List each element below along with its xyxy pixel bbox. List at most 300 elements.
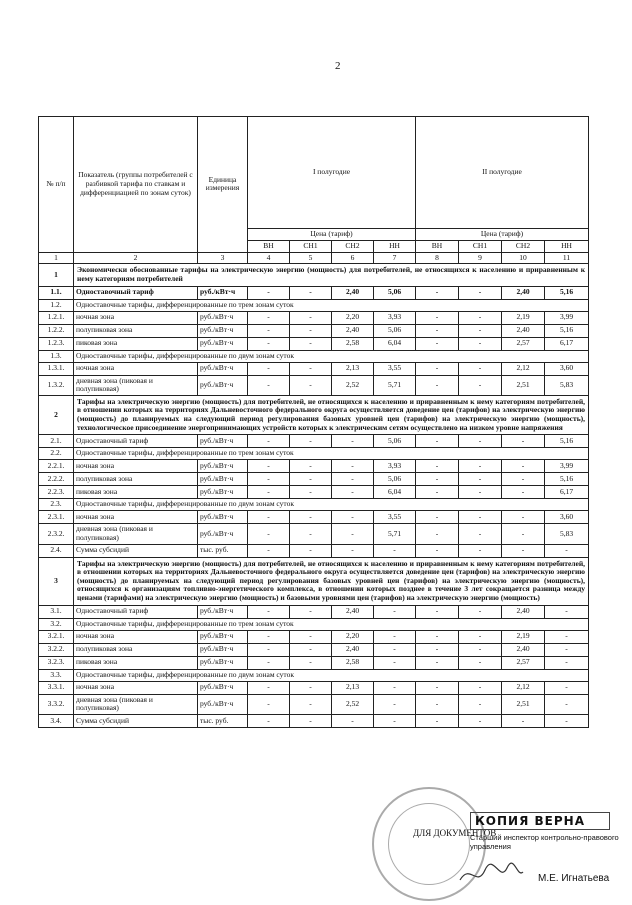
table-row [39,375,589,395]
row-value: 5,06 [374,324,416,337]
table-row [39,524,589,544]
row-value: - [416,337,459,350]
row-name: Одноставочный тариф [74,435,198,448]
row-value: - [459,362,502,375]
table-row [39,694,589,714]
row-value: 2,40 [502,286,545,299]
row-value: - [459,324,502,337]
row-number: 1.3. [39,350,74,362]
row-unit: руб./кВт·ч [198,524,248,544]
subsection-row [39,448,589,460]
row-value: - [332,714,374,727]
row-value: 2,51 [502,694,545,714]
row-value: - [459,311,502,324]
row-value: 2,13 [332,362,374,375]
row-value: - [374,694,416,714]
row-name: Одноставочный тариф [74,286,198,299]
row-value: - [459,605,502,618]
header-colnum: 5 [290,252,332,264]
row-value: - [248,435,290,448]
subsection-title: Одноставочные тарифы, дифференцированные по двум зонам суток [74,669,589,681]
row-number: 1.2.2. [39,324,74,337]
header-colnum: 7 [374,252,416,264]
row-value: - [248,460,290,473]
row-value: 2,40 [332,643,374,656]
row-unit: руб./кВт·ч [198,694,248,714]
row-number: 1.1. [39,286,74,299]
row-value: 2,58 [332,337,374,350]
page-number: 2 [335,60,341,72]
row-value: - [459,714,502,727]
table-row [39,605,589,618]
header-level: НН [545,240,589,252]
subsection-title: Одноставочные тарифы, дифференцированные по трем зонам суток [74,299,589,311]
row-unit: руб./кВт·ч [198,362,248,375]
header-colnum: 8 [416,252,459,264]
subsection-row [39,618,589,630]
row-number: 1.3.1. [39,362,74,375]
row-number: 2.2. [39,448,74,460]
row-value: - [248,511,290,524]
row-value: - [290,511,332,524]
subsection-title: Одноставочные тарифы, дифференцированные по двум зонам суток [74,350,589,362]
row-value: - [248,681,290,694]
row-value: - [416,605,459,618]
row-number: 3.3.2. [39,694,74,714]
row-number: 3.2.2. [39,643,74,656]
row-value: 2,52 [332,694,374,714]
row-unit: руб./кВт·ч [198,656,248,669]
table-row [39,286,589,299]
row-number: 1 [39,264,74,286]
signature-icon [455,858,525,888]
row-value: - [416,524,459,544]
row-value: 5,83 [545,375,589,395]
row-unit: руб./кВт·ч [198,486,248,499]
row-value: - [459,544,502,557]
header-indicator: Показатель (группы потребителей с разбивкой тарифа по ставкам и дифференциацией по зонам суток) [74,117,198,253]
header-level: СН2 [502,240,545,252]
section-title: Тарифы на электрическую энергию (мощность) для потребителей, не относящихся к населению и приравненным к нему категориям потребителей, в отношении которых на территориях Дальневосточного федерального округа осуществляется доведение цен (тарифов) на электрическую энергию (мощность) до планируемых на следующий период регулирования базовых уровней цен (тарифов) на электрическую энергию (мощность), технологическое присоединение энергопринимающих устройств которых к электрическим сетям осуществлено на низком уровне напряжения [74,395,589,435]
row-name: ночная зона [74,511,198,524]
table-row [39,681,589,694]
row-value: - [290,460,332,473]
row-value: 2,40 [332,286,374,299]
table-row [39,486,589,499]
row-value: - [545,694,589,714]
header-unit: Единица измерения [198,117,248,253]
row-number: 2.3.2. [39,524,74,544]
row-value: - [459,511,502,524]
row-value: - [416,511,459,524]
row-value: 3,93 [374,311,416,324]
row-name: ночная зона [74,681,198,694]
row-value: - [248,473,290,486]
row-value: 5,71 [374,375,416,395]
row-number: 2.2.2. [39,473,74,486]
row-value: 2,20 [332,630,374,643]
section-row [39,264,589,286]
row-name: пиковая зона [74,486,198,499]
row-value: - [502,524,545,544]
row-value: - [374,681,416,694]
row-value: - [248,643,290,656]
row-value: - [290,544,332,557]
row-value: - [290,337,332,350]
row-value: - [502,486,545,499]
row-value: 3,60 [545,362,589,375]
row-value: 2,40 [502,324,545,337]
row-value: 5,06 [374,435,416,448]
row-value: 5,16 [545,324,589,337]
row-value: - [416,435,459,448]
row-value: 2,20 [332,311,374,324]
row-unit: тыс. руб. [198,714,248,727]
table-row [39,324,589,337]
section-row [39,557,589,605]
row-value: - [290,286,332,299]
row-number: 3 [39,557,74,605]
subsection-title: Одноставочные тарифы, дифференцированные по трем зонам суток [74,448,589,460]
row-value: - [248,324,290,337]
signer-name: М.Е. Игнатьева [538,873,610,884]
row-value: - [290,324,332,337]
row-value: - [290,714,332,727]
row-value: - [459,524,502,544]
section-title: Тарифы на электрическую энергию (мощность) для потребителей, не относящихся к населению и приравненным к нему категориям потребителей, в отношении которых на территориях Дальневосточного федерального округа осуществляется доведение цен (тарифов) на электрическую энергию (мощность) до планируемых на следующий период регулирования базовых уровней цен (тарифов) на электрическую энергию (мощность), относящихся к организациям топливно-энергетического комплекса, в отношении которых позднее в течение 3 лет сокращается разница между ценами (тарифами) на электрическую энергию (мощность) и базовыми уровнями цен (тарифов) на электрическую энергию (мощность) [74,557,589,605]
row-unit: руб./кВт·ч [198,460,248,473]
table-row [39,511,589,524]
header-level: ВН [416,240,459,252]
row-number: 3.2.1. [39,630,74,643]
row-value: - [502,511,545,524]
row-value: - [416,311,459,324]
row-number: 2 [39,395,74,435]
table-row [39,311,589,324]
row-value: - [290,681,332,694]
row-value: - [502,714,545,727]
copy-verified-label: КОПИЯ ВЕРНА [470,812,610,830]
row-value: - [545,630,589,643]
row-value: 6,04 [374,337,416,350]
row-value: - [459,375,502,395]
stamp-for-docs: ДЛЯ ДОКУМЕНТОВ [413,828,497,838]
table-row [39,460,589,473]
row-value: - [459,694,502,714]
header-colnum: 11 [545,252,589,264]
subsection-title: Одноставочные тарифы, дифференцированные по трем зонам суток [74,618,589,630]
section-row [39,395,589,435]
row-value: - [248,630,290,643]
subsection-row [39,299,589,311]
row-value: - [459,435,502,448]
row-value: 2,40 [332,605,374,618]
row-value: - [290,630,332,643]
row-number: 1.2. [39,299,74,311]
row-number: 3.3.1. [39,681,74,694]
row-name: Одноставочный тариф [74,605,198,618]
row-value: - [459,337,502,350]
table-row [39,435,589,448]
row-value: - [416,714,459,727]
subsection-row [39,350,589,362]
row-value: 2,52 [332,375,374,395]
row-value: - [416,544,459,557]
row-value: - [248,714,290,727]
row-unit: руб./кВт·ч [198,286,248,299]
row-value: - [248,337,290,350]
row-value: 2,19 [502,311,545,324]
row-unit: руб./кВт·ч [198,511,248,524]
header-num: № п/п [39,117,74,253]
row-value: 6,04 [374,486,416,499]
row-value: - [459,473,502,486]
row-value: - [248,544,290,557]
row-value: 3,99 [545,460,589,473]
row-value: 5,16 [545,435,589,448]
row-value: - [290,311,332,324]
row-value: 6,17 [545,486,589,499]
row-value: - [374,643,416,656]
row-value: 2,12 [502,681,545,694]
row-value: - [502,473,545,486]
row-value: - [248,524,290,544]
row-number: 1.3.2. [39,375,74,395]
row-value: 2,13 [332,681,374,694]
table-row [39,630,589,643]
row-value: - [290,362,332,375]
row-number: 1.2.1. [39,311,74,324]
row-name: ночная зона [74,311,198,324]
row-unit: руб./кВт·ч [198,473,248,486]
row-value: - [459,630,502,643]
row-number: 2.1. [39,435,74,448]
row-value: - [416,362,459,375]
table-row [39,643,589,656]
row-value: - [290,643,332,656]
row-value: - [545,681,589,694]
row-value: - [332,460,374,473]
row-value: - [290,375,332,395]
header-level: НН [374,240,416,252]
row-name: дневная зона (пиковая и полупиковая) [74,375,198,395]
row-value: - [332,486,374,499]
row-value: - [248,694,290,714]
row-number: 2.3. [39,499,74,511]
row-value: - [459,286,502,299]
row-value: - [374,630,416,643]
table-row [39,656,589,669]
table-row [39,337,589,350]
row-name: полупиковая зона [74,643,198,656]
row-value: 2,19 [502,630,545,643]
row-name: дневная зона (пиковая и полупиковая) [74,694,198,714]
row-value: - [374,656,416,669]
row-number: 2.3.1. [39,511,74,524]
row-number: 2.2.1. [39,460,74,473]
row-value: - [416,375,459,395]
row-value: 3,93 [374,460,416,473]
header-half2: II полугодие [416,117,589,229]
row-value: 2,40 [332,324,374,337]
row-value: 3,55 [374,511,416,524]
row-number: 3.2.3. [39,656,74,669]
tariff-table [38,116,589,728]
row-value: 2,51 [502,375,545,395]
row-value: - [502,435,545,448]
row-value: - [332,544,374,557]
row-value: - [416,630,459,643]
header-colnum: 1 [39,252,74,264]
row-value: - [459,486,502,499]
row-value: - [416,656,459,669]
row-value: 2,57 [502,337,545,350]
row-value: - [248,375,290,395]
row-name: полупиковая зона [74,473,198,486]
row-value: - [459,643,502,656]
row-value: - [416,694,459,714]
row-value: - [459,681,502,694]
row-value: 3,99 [545,311,589,324]
row-number: 2.4. [39,544,74,557]
section-title: Экономически обоснованные тарифы на электрическую энергию (мощность) для потребителей, не относящихся к населению и приравненным к нему категориям потребителей [74,264,589,286]
row-value: - [502,460,545,473]
table-row [39,473,589,486]
header-level: СН1 [290,240,332,252]
row-unit: руб./кВт·ч [198,435,248,448]
row-unit: руб./кВт·ч [198,605,248,618]
header-level: ВН [248,240,290,252]
row-value: - [290,656,332,669]
row-value: - [332,524,374,544]
row-value: 2,58 [332,656,374,669]
row-name: ночная зона [74,460,198,473]
row-value: - [290,694,332,714]
row-value: - [459,656,502,669]
header-colnum: 3 [198,252,248,264]
stamp-position: Старший инспектор контрольно-правового управления [470,833,619,851]
subsection-title: Одноставочные тарифы, дифференцированные по двум зонам суток [74,499,589,511]
row-value: - [545,605,589,618]
row-unit: тыс. руб. [198,544,248,557]
row-value: - [290,435,332,448]
row-value: - [374,714,416,727]
row-value: - [248,311,290,324]
row-value: 5,16 [545,286,589,299]
row-value: 2,40 [502,643,545,656]
subsection-row [39,669,589,681]
table-row [39,362,589,375]
row-value: - [545,643,589,656]
row-value: - [416,681,459,694]
header-level: СН1 [459,240,502,252]
row-name: дневная зона (пиковая и полупиковая) [74,524,198,544]
row-value: - [290,486,332,499]
row-unit: руб./кВт·ч [198,375,248,395]
header-half1: I полугодие [248,117,416,229]
header-colnum: 6 [332,252,374,264]
row-value: 2,12 [502,362,545,375]
row-name: пиковая зона [74,337,198,350]
row-value: - [545,714,589,727]
row-value: 2,40 [502,605,545,618]
table-row [39,714,589,727]
row-value: - [416,473,459,486]
row-name: Сумма субсидий [74,714,198,727]
row-value: - [416,286,459,299]
row-value: - [290,473,332,486]
row-number: 3.3. [39,669,74,681]
row-value: - [416,324,459,337]
row-value: - [416,643,459,656]
row-value: 5,06 [374,473,416,486]
row-unit: руб./кВт·ч [198,681,248,694]
row-value: - [416,486,459,499]
header-price2: Цена (тариф) [416,229,589,241]
row-value: - [248,286,290,299]
row-value: - [332,511,374,524]
row-number: 3.2. [39,618,74,630]
row-value: - [545,656,589,669]
row-name: Сумма субсидий [74,544,198,557]
row-value: 5,71 [374,524,416,544]
row-name: ночная зона [74,630,198,643]
row-number: 3.1. [39,605,74,618]
row-unit: руб./кВт·ч [198,311,248,324]
row-name: пиковая зона [74,656,198,669]
row-unit: руб./кВт·ч [198,337,248,350]
row-name: ночная зона [74,362,198,375]
row-value: - [502,544,545,557]
subsection-row [39,499,589,511]
row-value: - [332,473,374,486]
row-unit: руб./кВт·ч [198,324,248,337]
header-colnum: 9 [459,252,502,264]
row-number: 2.2.3. [39,486,74,499]
table-row [39,544,589,557]
row-value: 3,55 [374,362,416,375]
row-value: - [374,544,416,557]
header-colnum: 2 [74,252,198,264]
row-value: - [248,605,290,618]
row-value: - [332,435,374,448]
row-value: - [248,362,290,375]
row-value: 3,60 [545,511,589,524]
row-value: - [290,605,332,618]
row-name: полупиковая зона [74,324,198,337]
row-value: - [374,605,416,618]
row-number: 1.2.3. [39,337,74,350]
row-unit: руб./кВт·ч [198,630,248,643]
row-value: - [290,524,332,544]
row-value: 5,83 [545,524,589,544]
row-value: 5,06 [374,286,416,299]
row-value: 5,16 [545,473,589,486]
row-value: 6,17 [545,337,589,350]
row-number: 3.4. [39,714,74,727]
row-value: - [545,544,589,557]
row-value: - [248,486,290,499]
header-level: СН2 [332,240,374,252]
header-colnum: 4 [248,252,290,264]
row-value: - [459,460,502,473]
row-value: 2,57 [502,656,545,669]
row-value: - [416,460,459,473]
header-price1: Цена (тариф) [248,229,416,241]
header-colnum: 10 [502,252,545,264]
row-unit: руб./кВт·ч [198,643,248,656]
row-value: - [248,656,290,669]
